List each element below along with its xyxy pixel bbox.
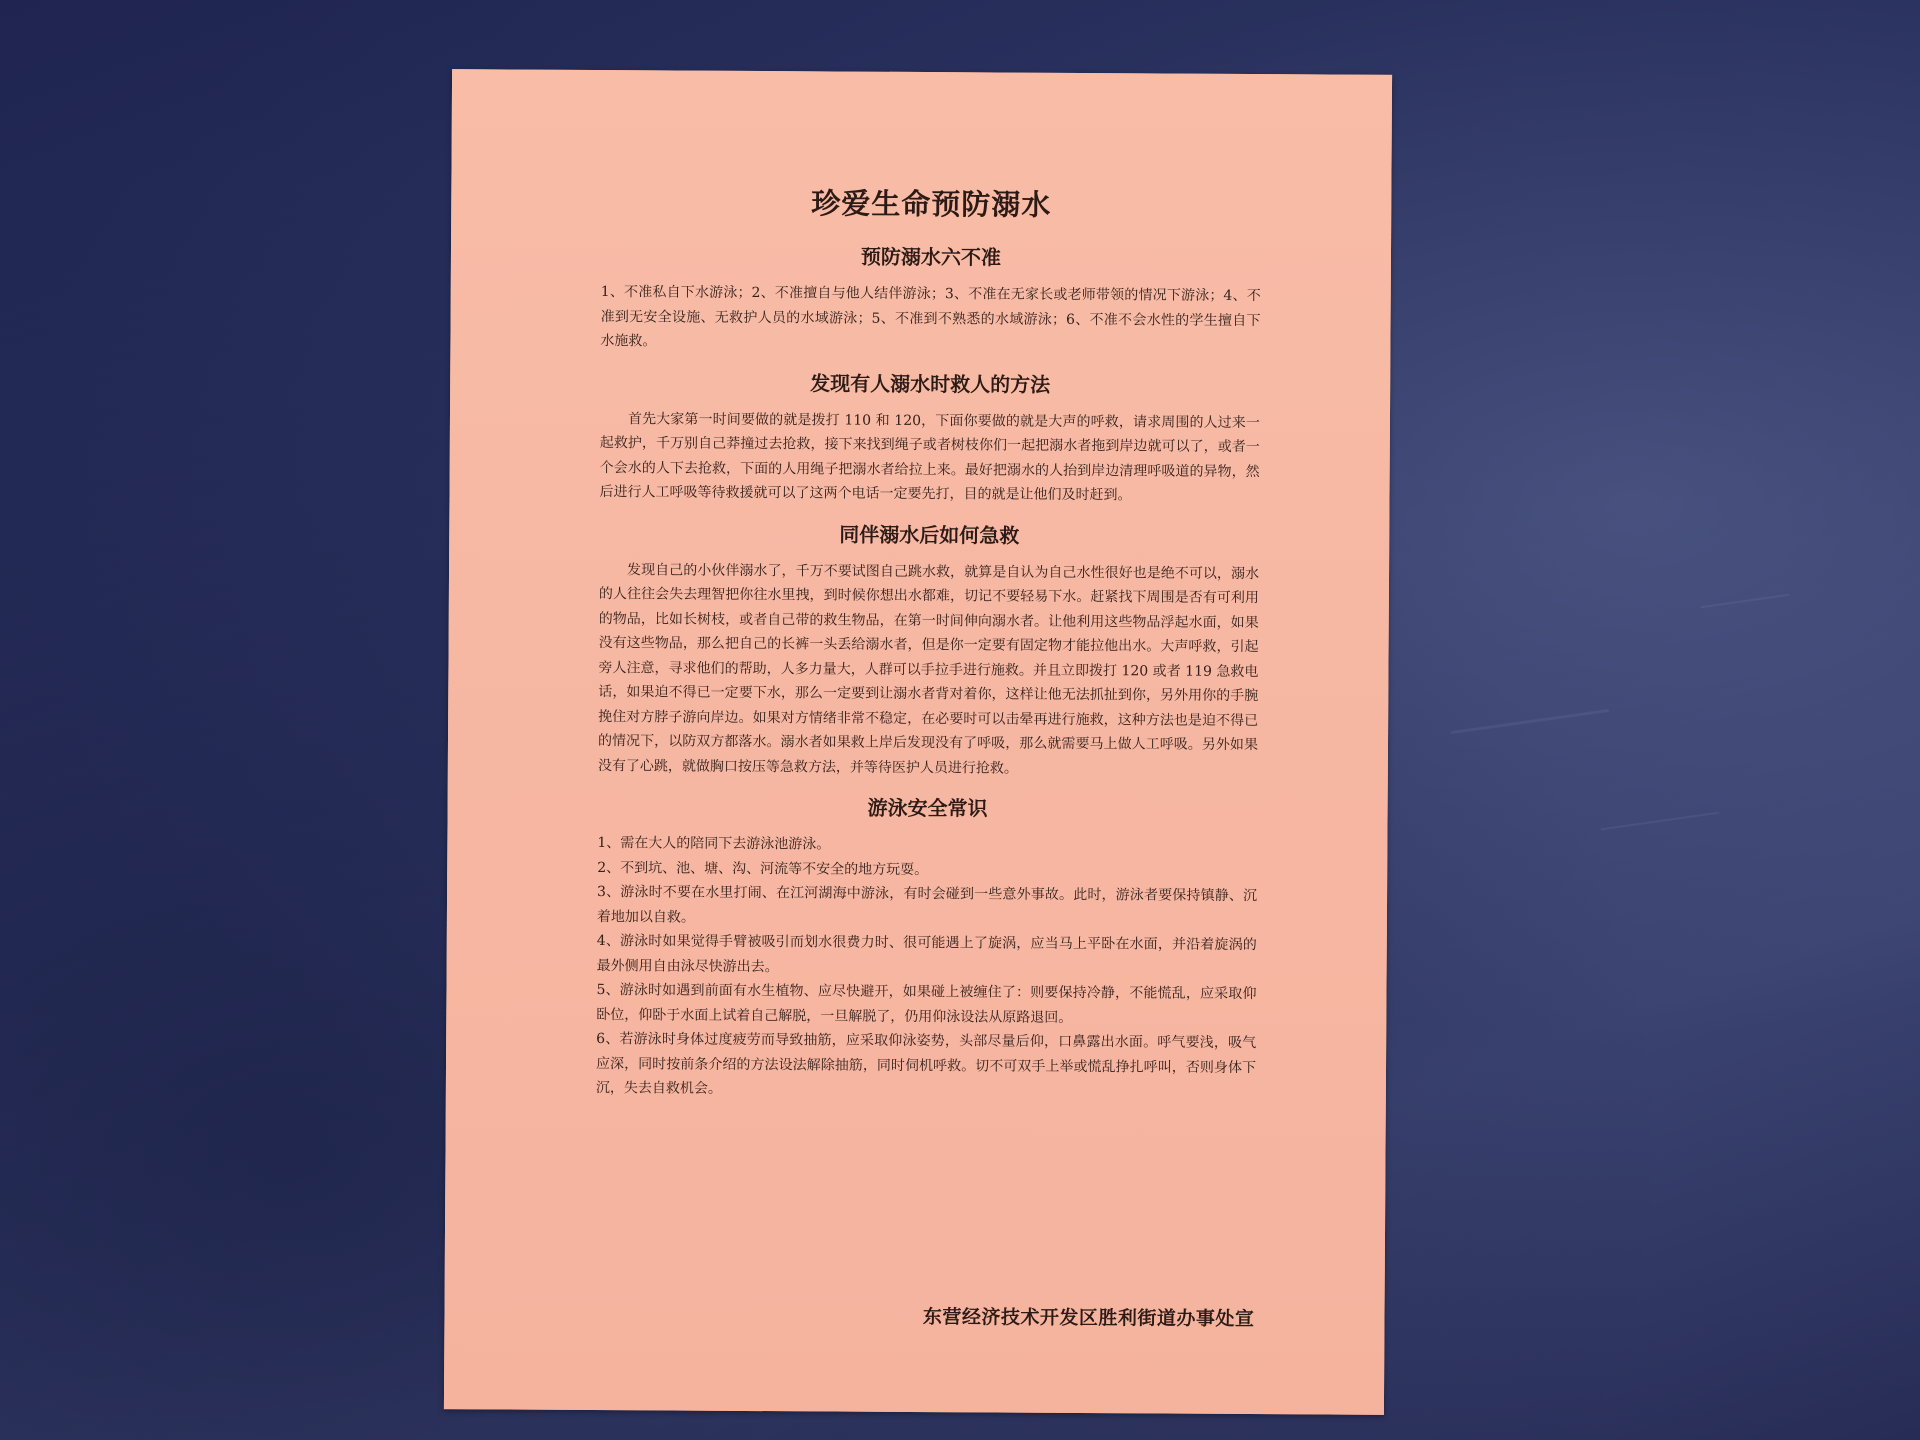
section-heading-companion-first-aid: 同伴溺水后如何急救 bbox=[839, 522, 1020, 548]
notice-content bbox=[595, 180, 1262, 1331]
section-heading-swim-safety: 游泳安全常识 bbox=[867, 795, 988, 821]
list-item: 3、游泳时不要在水里打闹、在江河湖海中游泳，有时会碰到一些意外事故。此时，游泳者要保持镇静、沉着地加以自救。 bbox=[596, 884, 1258, 926]
document-title: 珍爱生命预防溺水 bbox=[811, 186, 1052, 222]
rescue-method-text: 首先大家第一时间要做的就是拨打 110 和 120，下面你要做的就是大声的呼救，请求周围的人过来一起救护，千万别自己莽撞过去抢救，接下来找到绳子或者树枝你们一起把溺水者拖到岸边就可以了，或者一个会水的人下去抢救，下面的人用绳子把溺水者给拉上来。最好把溺水的人抬到岸边清理呼吸道的异物，然后进行人工呼吸等待救援就可以了这两个电话一定要先打，目的就是让他们及时赶到。 bbox=[599, 410, 1261, 504]
list-item: 4、游泳时如果觉得手臂被吸引而划水很费力时、很可能遇上了旋涡，应当马上平卧在水面，并沿着旋涡的最外侧用自由泳尽快游出去。 bbox=[596, 933, 1257, 975]
list-item: 6、若游泳时身体过度疲劳而导致抽筋，应采取仰泳姿势，头部尽量后仰，口鼻露出水面。呼气要浅，吸气应深，同时按前条介绍的方法设法解除抽筋，同时伺机呼救。切不可双手上举或慌乱挣扎呼叫，否则身体下沉，失去自救机会。 bbox=[595, 1031, 1257, 1097]
desk-scratch bbox=[1451, 709, 1610, 734]
issuer-signature: 东营经济技术开发区胜利街道办事处宣 bbox=[922, 1306, 1255, 1331]
list-item: 2、不到坑、池、塘、沟、河流等不安全的地方玩耍。 bbox=[597, 859, 929, 878]
desk-scratch bbox=[1700, 594, 1789, 609]
section-heading-six-rules: 预防溺水六不准 bbox=[860, 244, 1002, 270]
notice-sheet bbox=[444, 69, 1392, 1415]
desk-scratch bbox=[1600, 812, 1719, 831]
list-item: 1、需在大人的陪同下去游泳池游泳。 bbox=[597, 835, 831, 853]
six-rules-text: 1、不准私自下水游泳；2、不准擅自与他人结伴游泳；3、不准在无家长或老师带领的情况下游泳；4、不准到无安全设施、无救护人员的水域游泳；5、不准到不熟悉的水域游泳；6、不准不会水性的学生擅自下水施救。 bbox=[600, 284, 1261, 350]
companion-first-aid-text: 发现自己的小伙伴溺水了，千万不要试图自己跳水救，就算是自认为自己水性很好也是绝不可以，溺水的人往往会失去理智把你往水里拽，到时候你想出水都难，切记不要轻易下水。赶紧找下周围是否有可利用的物品，比如长树枝，或者自己带的救生物品，在第一时间伸向溺水者。让他利用这些物品浮起水面，如果没有这些物品，那么把自己的长裤一头丢给溺水者，但是你一定要有固定物才能拉他出水。大声呼救，引起旁人注意，寻求他们的帮助，人多力量大，人群可以手拉手进行施救。并且立即拨打 120 或者 119 急救电话，如果迫不得已一定要下水，那么一定要到让溺水者背对着你，这样让他无法抓扯到你，另外用你的手腕挽住对方脖子游向岸边。如果对方情绪非常不稳定，在必要时可以击晕再进行施救，这种方法也是迫不得已的情况下，以防双方都落水。溺水者如果救上岸后发现没有了呼吸，那么就需要马上做人工呼吸。另外如果没有了心跳，就做胸口按压等急救方法，并等待医护人员进行抢救。 bbox=[597, 561, 1260, 777]
section-heading-rescue-method: 发现有人溺水时救人的方法 bbox=[810, 370, 1051, 397]
list-item: 5、游泳时如遇到前面有水生植物、应尽快避开，如果碰上被缠住了：则要保持冷静，不能慌乱，应采取仰卧位，仰卧于水面上试着自己解脱，一旦解脱了，仍用仰泳设法从原路退回。 bbox=[596, 982, 1257, 1026]
swim-safety-list bbox=[596, 831, 1258, 1105]
